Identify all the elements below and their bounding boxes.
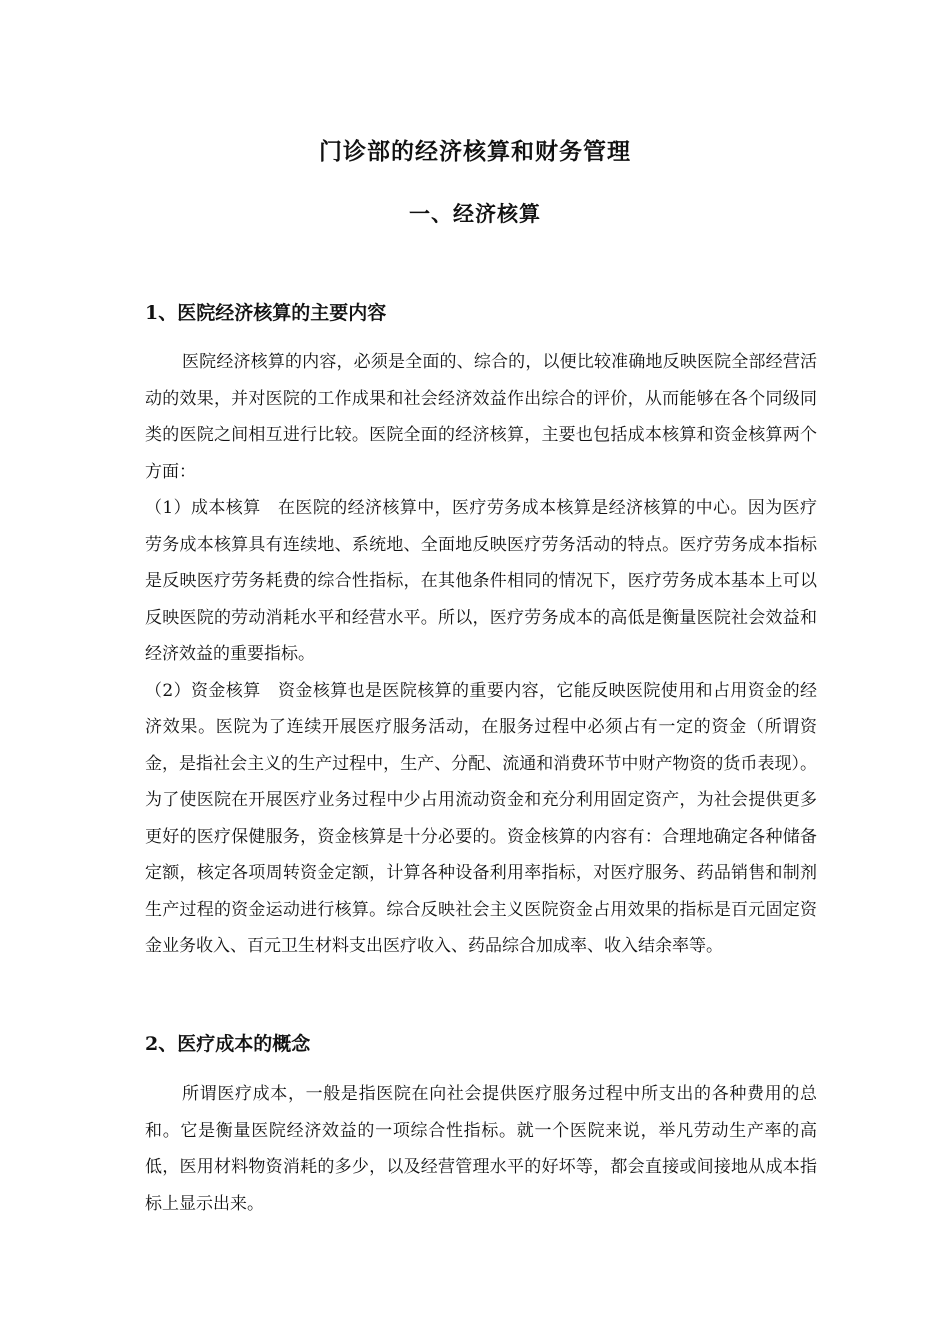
item-label-capital-accounting: （2）资金核算 [145,680,261,701]
paragraph-intro: 医院经济核算的内容，必须是全面的、综合的，以便比较准确地反映医院全部经营活动的效果，并对医院的工作成果和社会经济效益作出综合的评价，从而能够在各个同级同类的医院之间相互进行比较。医院全面的经济核算，主要也包括成本核算和资金核算两个方面： [145,352,817,482]
paragraph-medical-cost: 所谓医疗成本，一般是指医院在向社会提供医疗服务过程中所支出的各种费用的总和。它是衡量医院经济效益的一项综合性指标。就一个医院来说，举凡劳动生产率的高低，医用材料物资消耗的多少，以及经营管理水平的好坏等，都会直接或间接地从成本指标上显示出来。 [145,1084,817,1214]
paragraph-capital-accounting [145,673,817,965]
section-title-economic-accounting: 一、经济核算 [409,201,541,226]
subsection-heading-main-content: 1、医院经济核算的主要内容 [145,302,387,324]
subsection-heading-medical-cost: 2、医疗成本的概念 [145,1033,311,1055]
paragraph-cost-accounting [145,490,817,673]
item-text-cost-accounting: 在医院的经济核算中，医疗劳务成本核算是经济核算的中心。因为医疗劳务成本核算具有连续地、系统地、全面地反映医疗劳务活动的特点。医疗劳务成本指标是反映医疗劳务耗费的综合性指标，在其他条件相同的情况下，医疗劳务成本基本上可以反映医院的劳动消耗水平和经营水平。所以，医疗劳务成本的高低是衡量医院社会效益和经济效益的重要指标。 [145,498,817,664]
subsection-2-body [145,1076,817,1222]
item-text-capital-accounting: 资金核算也是医院核算的重要内容，它能反映医院使用和占用资金的经济效果。医院为了连续开展医疗服务活动，在服务过程中必须占有一定的资金（所谓资金，是指社会主义的生产过程中，生产、分配、流通和消费环节中财产物资的货币表现）。为了使医院在开展医疗业务过程中少占用流动资金和充分利用固定资产，为社会提供更多更好的医疗保健服务，资金核算是十分必要的。资金核算的内容有：合理地确定各种储备定额，核定各项周转资金定额，计算各种设备利用率指标，对医疗服务、药品销售和制剂生产过程的资金运动进行核算。综合反映社会主义医院资金占用效果的指标是百元固定资金业务收入、百元卫生材料支出医疗收入、药品综合加成率、收入结余率等。 [145,680,817,956]
subsection-1-body [145,344,817,965]
document-title: 门诊部的经济核算和财务管理 [319,138,631,165]
item-label-cost-accounting: （1）成本核算 [145,498,261,518]
